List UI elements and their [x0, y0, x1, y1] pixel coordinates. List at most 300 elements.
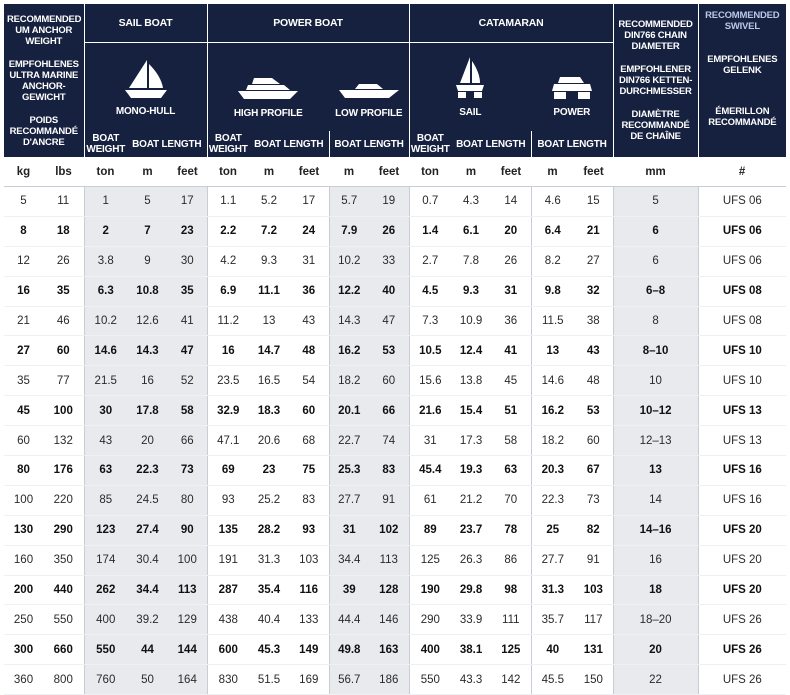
- table-cell: 20: [127, 426, 168, 456]
- table-cell: 25: [531, 515, 574, 545]
- table-cell: 0.7: [409, 187, 451, 217]
- table-cell: 70: [491, 485, 531, 515]
- table-cell: 12: [4, 246, 43, 276]
- cp-boat-length-label: BOAT LENGTH: [531, 131, 613, 157]
- table-cell: UFS 13: [698, 426, 786, 456]
- table-cell: 1: [84, 187, 127, 217]
- table-cell: UFS 26: [698, 605, 786, 635]
- table-cell: UFS 20: [698, 575, 786, 605]
- table-cell: 47: [168, 336, 207, 366]
- table-cell: 91: [574, 545, 613, 575]
- table-cell: 125: [409, 545, 451, 575]
- table-cell: 18.2: [531, 426, 574, 456]
- cat-sail-label: SAIL: [459, 106, 482, 118]
- table-cell: 8: [4, 216, 43, 246]
- chain-de: EMPFOHLENER DIN766 KETTEN-DURCHMESSER: [618, 64, 693, 97]
- table-cell: 74: [369, 426, 409, 456]
- unit-hp-ton: ton: [207, 157, 249, 187]
- table-cell: UFS 10: [698, 336, 786, 366]
- table-cell: 23: [168, 216, 207, 246]
- table-cell: 113: [369, 545, 409, 575]
- hp-boat-weight-label: BOAT WEIGHT: [208, 133, 248, 155]
- table-cell: 63: [84, 456, 127, 486]
- table-cell: 16: [127, 366, 168, 396]
- table-cell: 6: [613, 246, 698, 276]
- table-cell: 550: [43, 605, 84, 635]
- table-cell: 26: [369, 216, 409, 246]
- table-cell: 15: [574, 187, 613, 217]
- table-cell: 191: [207, 545, 249, 575]
- table-cell: 43: [574, 336, 613, 366]
- table-cell: 10: [613, 366, 698, 396]
- table-cell: 1.1: [207, 187, 249, 217]
- table-cell: 31: [491, 276, 531, 306]
- cs-boat-weight-label: BOAT WEIGHT: [410, 133, 450, 155]
- cat-sail-cell: [409, 43, 531, 132]
- table-cell: 48: [289, 336, 329, 366]
- table-cell: 58: [491, 426, 531, 456]
- table-row: [4, 426, 786, 456]
- table-cell: 144: [168, 635, 207, 665]
- table-cell: 93: [207, 485, 249, 515]
- table-cell: 103: [574, 575, 613, 605]
- table-cell: UFS 26: [698, 635, 786, 665]
- anchor-weight-de: EMPFOHLENES ULTRA MARINE ANCHOR-GEWICHT: [8, 58, 79, 103]
- table-cell: 27: [574, 246, 613, 276]
- cat-power-label: POWER: [553, 106, 591, 118]
- table-cell: 830: [207, 665, 249, 695]
- table-cell: 174: [84, 545, 127, 575]
- table-cell: 15.6: [409, 366, 451, 396]
- table-cell: 12.4: [451, 336, 491, 366]
- table-cell: 4.5: [409, 276, 451, 306]
- table-cell: 17: [168, 187, 207, 217]
- unit-cp-m: m: [531, 157, 574, 187]
- table-cell: 28.2: [249, 515, 289, 545]
- table-cell: 53: [369, 336, 409, 366]
- table-cell: 10.2: [329, 246, 369, 276]
- table-cell: 43: [84, 426, 127, 456]
- table-cell: 300: [4, 635, 43, 665]
- data-body: [4, 187, 786, 695]
- swivel-fr: ÉMERILLON RECOMMANDÉ: [708, 106, 777, 128]
- table-cell: 17.8: [127, 396, 168, 426]
- table-cell: 400: [409, 635, 451, 665]
- table-cell: 130: [4, 515, 43, 545]
- table-cell: 63: [491, 456, 531, 486]
- table-cell: 60: [43, 336, 84, 366]
- table-cell: 34.4: [329, 545, 369, 575]
- table-cell: 3.8: [84, 246, 127, 276]
- table-cell: 7.3: [409, 306, 451, 336]
- table-cell: 18.2: [329, 366, 369, 396]
- table-cell: 14.6: [531, 366, 574, 396]
- table-cell: 33: [369, 246, 409, 276]
- table-cell: 14: [613, 485, 698, 515]
- unit-cp-feet: feet: [574, 157, 613, 187]
- table-row: [4, 635, 786, 665]
- table-cell: 163: [369, 635, 409, 665]
- table-cell: 290: [43, 515, 84, 545]
- table-cell: 91: [369, 485, 409, 515]
- table-cell: UFS 10: [698, 366, 786, 396]
- table-cell: 75: [289, 456, 329, 486]
- table-cell: 142: [491, 665, 531, 695]
- table-cell: 66: [168, 426, 207, 456]
- table-cell: 53: [574, 396, 613, 426]
- table-cell: 116: [289, 575, 329, 605]
- sail-boat-length-label: BOAT LENGTH: [127, 131, 207, 157]
- lp-boat-length-label: BOAT LENGTH: [329, 131, 409, 157]
- chain-en: RECOMMENDED DIN766 CHAIN DIAMETER: [618, 19, 693, 52]
- table-cell: 19: [369, 187, 409, 217]
- table-cell: 78: [491, 515, 531, 545]
- table-cell: 5: [4, 187, 43, 217]
- low-profile-cell: [329, 43, 409, 132]
- table-cell: 16: [613, 545, 698, 575]
- table-cell: 23: [249, 456, 289, 486]
- unit-lp-feet: feet: [369, 157, 409, 187]
- table-cell: 51.5: [249, 665, 289, 695]
- table-cell: 2.7: [409, 246, 451, 276]
- table-cell: 8.2: [531, 246, 574, 276]
- table-cell: 100: [43, 396, 84, 426]
- table-cell: 6.1: [451, 216, 491, 246]
- table-cell: 45.5: [531, 665, 574, 695]
- table-cell: UFS 26: [698, 665, 786, 695]
- table-cell: 5: [127, 187, 168, 217]
- high-profile-cell: [207, 43, 329, 132]
- table-cell: 68: [289, 426, 329, 456]
- table-cell: 14: [491, 187, 531, 217]
- table-cell: 4.3: [451, 187, 491, 217]
- table-cell: 66: [369, 396, 409, 426]
- table-cell: 85: [84, 485, 127, 515]
- table-cell: 82: [574, 515, 613, 545]
- cat-power-cell: [531, 43, 613, 132]
- table-cell: 17.3: [451, 426, 491, 456]
- table-cell: 350: [43, 545, 84, 575]
- power-boat-header: POWER BOAT: [207, 4, 409, 43]
- table-cell: 43.3: [451, 665, 491, 695]
- table-cell: 22: [613, 665, 698, 695]
- table-cell: 146: [369, 605, 409, 635]
- table-cell: 262: [84, 575, 127, 605]
- table-cell: 6–8: [613, 276, 698, 306]
- table-row: [4, 216, 786, 246]
- table-cell: 2: [84, 216, 127, 246]
- table-cell: 24.5: [127, 485, 168, 515]
- table-cell: 21: [4, 306, 43, 336]
- table-cell: 10.8: [127, 276, 168, 306]
- table-cell: 29.8: [451, 575, 491, 605]
- unit-sail-m: m: [127, 157, 168, 187]
- table-cell: 31.3: [531, 575, 574, 605]
- table-cell: 113: [168, 575, 207, 605]
- table-cell: 39.2: [127, 605, 168, 635]
- unit-lp-m: m: [329, 157, 369, 187]
- table-cell: 27.7: [329, 485, 369, 515]
- table-cell: 21: [574, 216, 613, 246]
- table-cell: 31: [289, 246, 329, 276]
- table-cell: 16.5: [249, 366, 289, 396]
- unit-hash: #: [698, 157, 786, 187]
- table-cell: UFS 20: [698, 545, 786, 575]
- table-cell: 27: [4, 336, 43, 366]
- table-cell: 45.4: [409, 456, 451, 486]
- table-cell: 11.2: [207, 306, 249, 336]
- mono-hull-cell: [84, 43, 207, 132]
- table-cell: 45: [491, 366, 531, 396]
- sailboat-icon: [121, 58, 171, 100]
- table-cell: 86: [491, 545, 531, 575]
- table-cell: 11.1: [249, 276, 289, 306]
- table-cell: 35: [4, 366, 43, 396]
- table-cell: 5.7: [329, 187, 369, 217]
- units-row: [4, 157, 786, 187]
- table-cell: 10.5: [409, 336, 451, 366]
- table-cell: 660: [43, 635, 84, 665]
- unit-cs-ton: ton: [409, 157, 451, 187]
- table-cell: 9: [127, 246, 168, 276]
- table-cell: 10–12: [613, 396, 698, 426]
- table-cell: 47.1: [207, 426, 249, 456]
- table-cell: 129: [168, 605, 207, 635]
- table-cell: 45: [4, 396, 43, 426]
- anchor-weight-fr: POIDS RECOMMANDÉ D'ANCRE: [9, 114, 78, 148]
- table-cell: 20.6: [249, 426, 289, 456]
- high-profile-label: HIGH PROFILE: [233, 107, 303, 119]
- table-cell: 90: [168, 515, 207, 545]
- table-cell: 23.5: [207, 366, 249, 396]
- table-cell: 14.3: [127, 336, 168, 366]
- table-row: [4, 515, 786, 545]
- unit-lbs: lbs: [43, 157, 84, 187]
- table-cell: 40: [531, 635, 574, 665]
- table-cell: 20: [613, 635, 698, 665]
- table-cell: 15.4: [451, 396, 491, 426]
- table-cell: 5.2: [249, 187, 289, 217]
- table-cell: UFS 13: [698, 396, 786, 426]
- table-cell: 30: [84, 396, 127, 426]
- table-cell: 27.4: [127, 515, 168, 545]
- table-cell: 9.3: [451, 276, 491, 306]
- table-cell: 13.8: [451, 366, 491, 396]
- table-cell: 13: [249, 306, 289, 336]
- anchor-weight-en: RECOMMENDED UM ANCHOR WEIGHT: [7, 13, 82, 47]
- table-cell: 26.3: [451, 545, 491, 575]
- table-cell: 46: [43, 306, 84, 336]
- table-cell: 48: [574, 366, 613, 396]
- table-cell: 16.2: [531, 396, 574, 426]
- table-cell: 438: [207, 605, 249, 635]
- motor-yacht-icon: [236, 72, 300, 102]
- table-cell: 34.4: [127, 575, 168, 605]
- sail-boat-weight-label: BOAT WEIGHT: [84, 131, 127, 157]
- table-cell: 31.3: [249, 545, 289, 575]
- table-cell: 6.9: [207, 276, 249, 306]
- table-cell: 43: [289, 306, 329, 336]
- table-cell: 200: [4, 575, 43, 605]
- swivel-en: RECOMMENDED SWIVEL: [705, 10, 780, 32]
- table-cell: 40: [369, 276, 409, 306]
- hp-boat-length-label: BOAT LENGTH: [249, 131, 329, 157]
- catamaran-power-icon: [550, 75, 594, 101]
- table-cell: 80: [168, 485, 207, 515]
- unit-sail-feet: feet: [168, 157, 207, 187]
- table-cell: 44: [127, 635, 168, 665]
- table-cell: 287: [207, 575, 249, 605]
- table-cell: 550: [84, 635, 127, 665]
- table-cell: 89: [409, 515, 451, 545]
- table-cell: 176: [43, 456, 84, 486]
- table-cell: 32: [574, 276, 613, 306]
- table-cell: 2.2: [207, 216, 249, 246]
- table-cell: 60: [289, 396, 329, 426]
- unit-sail-ton: ton: [84, 157, 127, 187]
- table-cell: 31: [329, 515, 369, 545]
- table-cell: 186: [369, 665, 409, 695]
- table-cell: 73: [168, 456, 207, 486]
- table-cell: 17: [289, 187, 329, 217]
- anchor-weight-header: [4, 4, 84, 157]
- table-cell: 69: [207, 456, 249, 486]
- table-cell: 440: [43, 575, 84, 605]
- table-cell: 103: [289, 545, 329, 575]
- table-cell: 35: [43, 276, 84, 306]
- table-cell: 12.6: [127, 306, 168, 336]
- table-row: [4, 187, 786, 217]
- table-cell: 600: [207, 635, 249, 665]
- table-cell: 131: [574, 635, 613, 665]
- table-cell: 36: [289, 276, 329, 306]
- table-cell: 7.9: [329, 216, 369, 246]
- table-cell: 11.5: [531, 306, 574, 336]
- unit-hp-feet: feet: [289, 157, 329, 187]
- table-cell: 41: [168, 306, 207, 336]
- table-cell: 39: [329, 575, 369, 605]
- table-cell: 6: [613, 216, 698, 246]
- table-cell: 150: [574, 665, 613, 695]
- table-cell: 169: [289, 665, 329, 695]
- low-profile-label: LOW PROFILE: [335, 107, 403, 119]
- table-cell: 132: [43, 426, 84, 456]
- swivel-header: [698, 4, 786, 157]
- table-row: [4, 246, 786, 276]
- table-cell: 400: [84, 605, 127, 635]
- unit-cs-m: m: [451, 157, 491, 187]
- table-cell: 133: [289, 605, 329, 635]
- speedboat-icon: [337, 80, 401, 102]
- table-cell: 52: [168, 366, 207, 396]
- table-row: [4, 276, 786, 306]
- table-cell: 290: [409, 605, 451, 635]
- table-cell: 1.4: [409, 216, 451, 246]
- table-cell: 21.6: [409, 396, 451, 426]
- table-cell: 58: [168, 396, 207, 426]
- table-cell: 135: [207, 515, 249, 545]
- table-cell: 26: [491, 246, 531, 276]
- table-cell: 19.3: [451, 456, 491, 486]
- table-cell: 125: [491, 635, 531, 665]
- table-cell: 20: [491, 216, 531, 246]
- table-cell: 83: [289, 485, 329, 515]
- table-cell: 14–16: [613, 515, 698, 545]
- table-cell: 22.3: [531, 485, 574, 515]
- table-cell: 16: [4, 276, 43, 306]
- table-cell: 30: [168, 246, 207, 276]
- catamaran-header: CATAMARAN: [409, 4, 613, 43]
- table-row: [4, 396, 786, 426]
- table-cell: UFS 06: [698, 216, 786, 246]
- unit-mm: mm: [613, 157, 698, 187]
- table-cell: UFS 08: [698, 276, 786, 306]
- table-cell: 35.7: [531, 605, 574, 635]
- table-cell: 24: [289, 216, 329, 246]
- table-cell: 10.9: [451, 306, 491, 336]
- table-cell: 5: [613, 187, 698, 217]
- table-cell: 111: [491, 605, 531, 635]
- table-cell: 35: [168, 276, 207, 306]
- table-cell: 67: [574, 456, 613, 486]
- table-cell: 27.7: [531, 545, 574, 575]
- table-cell: 21.5: [84, 366, 127, 396]
- table-cell: 80: [4, 456, 43, 486]
- table-cell: 25.3: [329, 456, 369, 486]
- table-cell: UFS 06: [698, 187, 786, 217]
- cs-boat-length-label: BOAT LENGTH: [451, 131, 531, 157]
- table-cell: 123: [84, 515, 127, 545]
- anchor-table: [4, 4, 786, 695]
- table-cell: 12.2: [329, 276, 369, 306]
- table-row: [4, 575, 786, 605]
- table-cell: 18–20: [613, 605, 698, 635]
- table-cell: 550: [409, 665, 451, 695]
- table-cell: 11: [43, 187, 84, 217]
- unit-cs-feet: feet: [491, 157, 531, 187]
- table-cell: 36: [491, 306, 531, 336]
- table-cell: 100: [4, 485, 43, 515]
- table-cell: UFS 20: [698, 515, 786, 545]
- table-cell: 4.2: [207, 246, 249, 276]
- table-cell: 21.2: [451, 485, 491, 515]
- table-cell: 60: [574, 426, 613, 456]
- table-cell: 23.7: [451, 515, 491, 545]
- table-row: [4, 485, 786, 515]
- table-cell: 13: [531, 336, 574, 366]
- table-cell: 18: [613, 575, 698, 605]
- table-cell: 73: [574, 485, 613, 515]
- table-cell: 61: [409, 485, 451, 515]
- table-cell: 9.8: [531, 276, 574, 306]
- table-cell: 38.1: [451, 635, 491, 665]
- table-cell: 760: [84, 665, 127, 695]
- table-cell: 14.7: [249, 336, 289, 366]
- table-cell: 31: [409, 426, 451, 456]
- table-cell: 220: [43, 485, 84, 515]
- table-cell: 35.4: [249, 575, 289, 605]
- unit-kg: kg: [4, 157, 43, 187]
- table-cell: 100: [168, 545, 207, 575]
- table-cell: 128: [369, 575, 409, 605]
- table-cell: 102: [369, 515, 409, 545]
- table-cell: 32.9: [207, 396, 249, 426]
- table-cell: 800: [43, 665, 84, 695]
- table-cell: 13: [613, 456, 698, 486]
- chain-header: [613, 4, 698, 157]
- table-cell: UFS 06: [698, 246, 786, 276]
- table-row: [4, 306, 786, 336]
